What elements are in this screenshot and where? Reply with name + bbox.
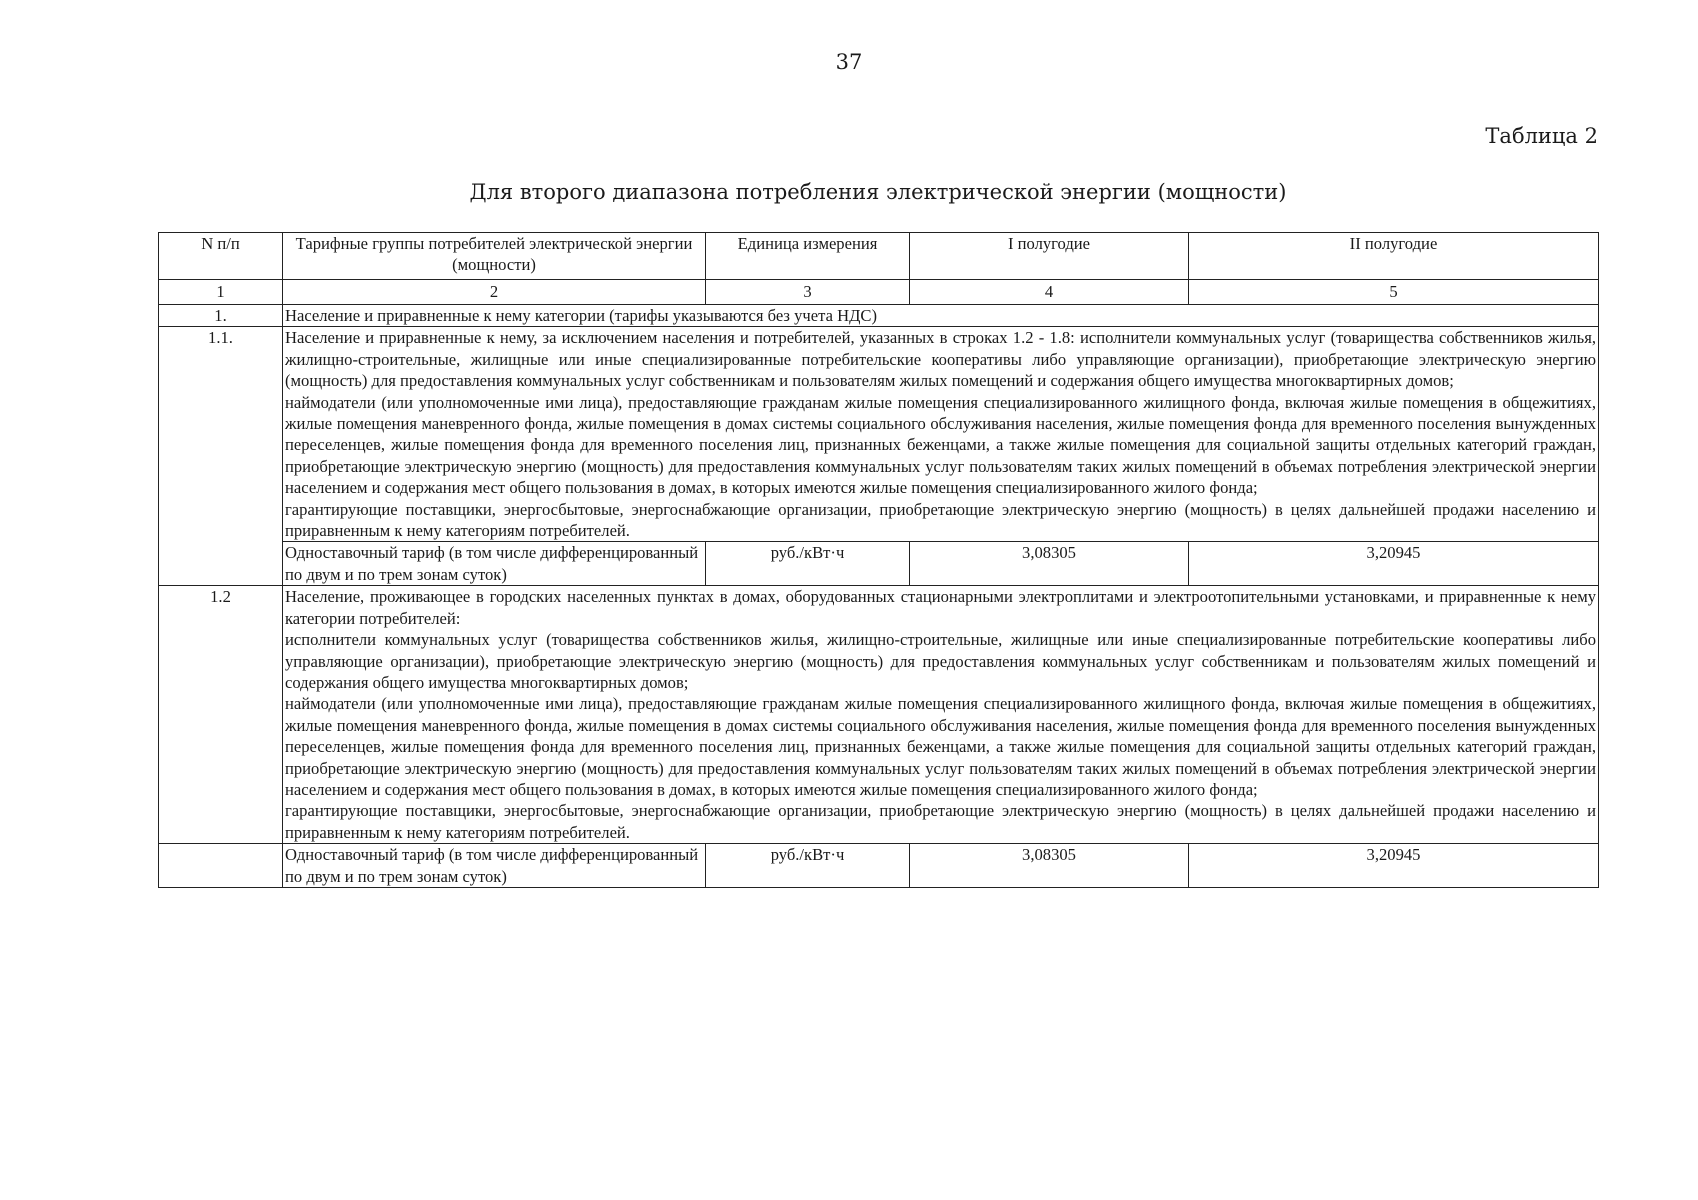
tariff-value-half-2: 3,20945 xyxy=(1189,844,1599,888)
section-number: 1. xyxy=(159,305,283,327)
column-number: 5 xyxy=(1189,280,1599,305)
section-title: Население и приравненные к нему категории (тарифы указываются без учета НДС) xyxy=(283,305,1599,327)
row-description xyxy=(283,586,1599,844)
row-number-empty xyxy=(159,844,283,888)
description-paragraph: Население, проживающее в городских населенных пунктах в домах, оборудованных стационарными электроплитами и электроотопительными установками, и приравненные к нему категории потребителей: xyxy=(285,587,1596,628)
description-paragraph: Население и приравненные к нему, за исключением населения и потребителей, указанных в строках 1.2 - 1.8: исполнители коммунальных услуг (товарищества собственников жилья, жилищно-строительные, жилищные или иные специализированные потребительские кооперативы либо управляющие организации), приобретающие электрическую энергию (мощность) для предоставления коммунальных услуг собственникам и пользователям жилых помещений и содержания общего имущества многоквартирных домов; xyxy=(285,328,1596,391)
table-row xyxy=(159,586,1599,844)
tariff-value-half-1: 3,08305 xyxy=(910,844,1189,888)
header-number: N п/п xyxy=(159,233,283,280)
tariff-row xyxy=(159,844,1599,888)
column-number-row xyxy=(159,280,1599,305)
table-row xyxy=(159,327,1599,542)
table-caption: Таблица 2 xyxy=(1485,124,1598,148)
tariff-value-half-1: 3,08305 xyxy=(910,542,1189,586)
column-number: 2 xyxy=(283,280,706,305)
description-paragraph: наймодатели (или уполномоченные ими лица), предоставляющие гражданам жилые помещения специализированного жилищного фонда, включая жилые помещения в общежитиях, жилые помещения маневренного фонда, жилые помещения в домах системы социального обслуживания населения, жилые помещения фонда для временного поселения вынужденных переселенцев, жилые помещения фонда для временного поселения лиц, признанных беженцами, а также жилые помещения для социальной защиты отдельных категорий граждан, приобретающие электрическую энергию (мощность) для предоставления коммунальных услуг пользователям таких жилых помещений в объемах потребления электрической энергии населением и содержания мест общего пользования в домах, в которых имеются жилые помещения специализированного жилого фонда; xyxy=(285,392,1596,498)
tariff-row xyxy=(159,542,1599,586)
tariff-unit: руб./кВт·ч xyxy=(706,844,910,888)
row-description xyxy=(283,327,1599,542)
page-number: 37 xyxy=(835,50,863,74)
header-half-1: I полугодие xyxy=(910,233,1189,280)
description-paragraph: наймодатели (или уполномоченные ими лица), предоставляющие гражданам жилые помещения специализированного жилищного фонда, включая жилые помещения в общежитиях, жилые помещения маневренного фонда, жилые помещения в домах системы социального обслуживания населения, жилые помещения фонда для временного поселения вынужденных переселенцев, жилые помещения фонда для временного поселения лиц, признанных беженцами, а также жилые помещения для социальной защиты отдельных категорий граждан, приобретающие электрическую энергию (мощность) для предоставления коммунальных услуг пользователям таких жилых помещений в объемах потребления электрической энергии населением и содержания мест общего пользования в домах, в которых имеются жилые помещения специализированного жилого фонда; xyxy=(285,694,1596,799)
column-number: 4 xyxy=(910,280,1189,305)
description-paragraph: исполнители коммунальных услуг (товарищества собственников жилья, жилищно-строительные, жилищные или иные специализированные потребительские кооперативы либо управляющие организации), приобретающие электрическую энергию (мощность) для предоставления коммунальных услуг собственникам и пользователям жилых помещений и содержания общего имущества многоквартирных домов; xyxy=(285,630,1596,692)
tariff-name: Одноставочный тариф (в том числе дифференцированный по двум и по трем зонам суток) xyxy=(283,542,706,586)
row-number: 1.2 xyxy=(159,586,283,844)
header-half-2: II полугодие xyxy=(1189,233,1599,280)
tariff-value-half-2: 3,20945 xyxy=(1189,542,1599,586)
column-number: 1 xyxy=(159,280,283,305)
table-header-row xyxy=(159,233,1599,280)
section-row xyxy=(159,305,1599,327)
row-number: 1.1. xyxy=(159,327,283,586)
header-tariff-group: Тарифные группы потребителей электрической энергии (мощности) xyxy=(283,233,706,280)
table-heading: Для второго диапазона потребления электрической энергии (мощности) xyxy=(469,180,1287,204)
description-paragraph: гарантирующие поставщики, энергосбытовые, энергоснабжающие организации, приобретающие электрическую энергию (мощность) в целях дальнейшей продажи населению и приравненным к нему категориям потребителей. xyxy=(285,499,1596,541)
column-number: 3 xyxy=(706,280,910,305)
tariff-unit: руб./кВт·ч xyxy=(706,542,910,586)
description-paragraph: гарантирующие поставщики, энергосбытовые, энергоснабжающие организации, приобретающие электрическую энергию (мощность) в целях дальнейшей продажи населению и приравненным к нему категориям потребителей. xyxy=(285,801,1596,842)
header-unit: Единица измерения xyxy=(706,233,910,280)
tariff-table xyxy=(158,232,1599,888)
tariff-name: Одноставочный тариф (в том числе дифференцированный по двум и по трем зонам суток) xyxy=(283,844,706,888)
